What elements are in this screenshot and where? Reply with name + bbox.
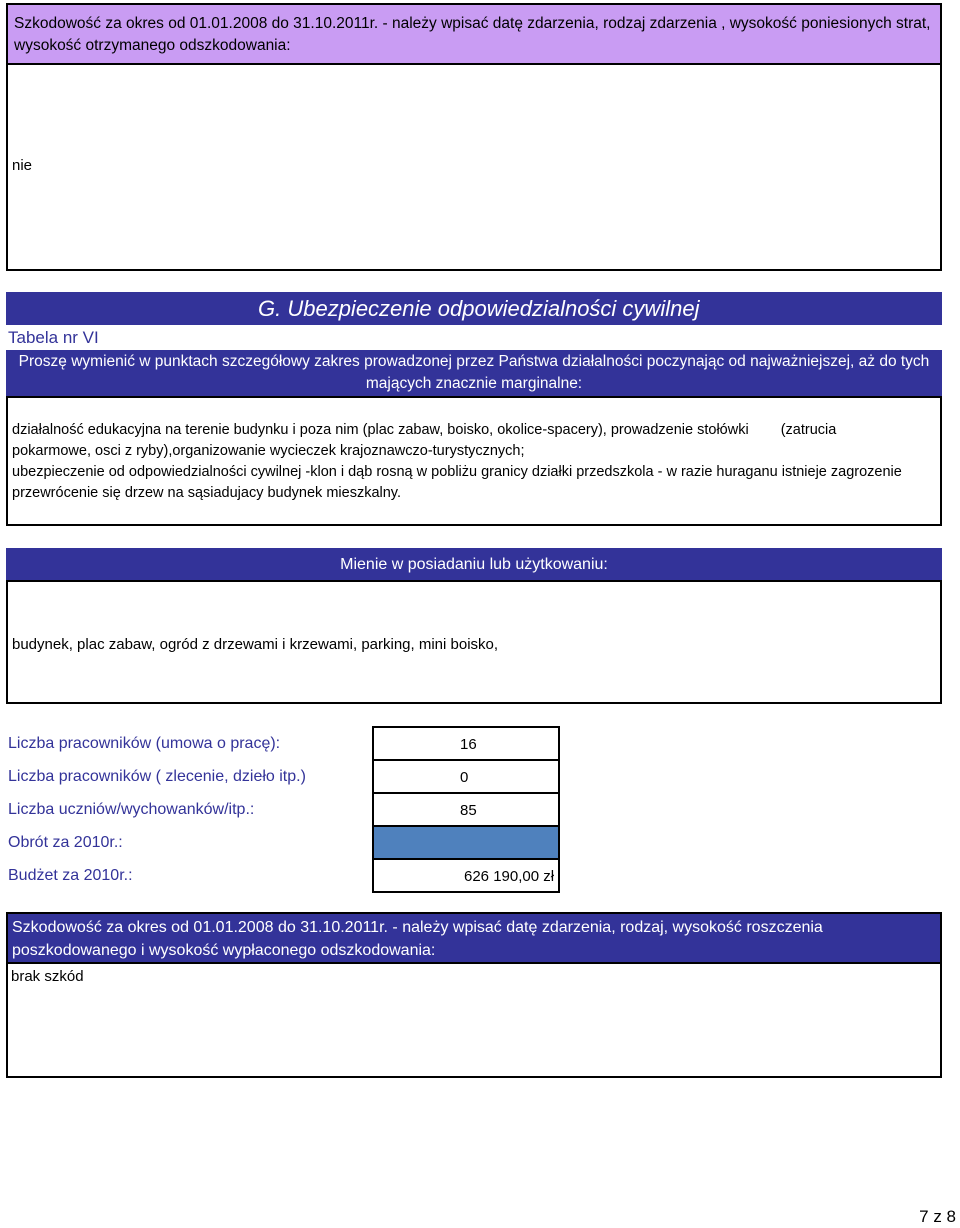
- activities-instruction: Proszę wymienić w punktach szczegółowy zakres prowadzonej przez Państwa działalności poczynając od najważniejszej, aż do tych mających znacznie marginalne:: [6, 350, 942, 398]
- employees-contract-value[interactable]: 16: [372, 726, 560, 761]
- activities-text-4: przewrócenie się drzew na sąsiadujacy budynek mieszkalny.: [12, 485, 402, 501]
- activities-text-1a: działalność edukacyjna na terenie budynku i poza nim (plac zabaw, boisko, okolice-spacery), prowadzenie stołówki: [12, 422, 749, 438]
- activities-field[interactable]: [6, 396, 942, 526]
- employees-commission-label: Liczba pracowników ( zlecenie, dzieło itp.): [8, 768, 306, 785]
- turnover-value[interactable]: [372, 825, 560, 860]
- damage-history-header: Szkodowość za okres od 01.01.2008 do 31.10.2011r. - należy wpisać datę zdarzenia, rodzaj zdarzenia , wysokość poniesionych strat, wysokość otrzymanego odszkodowania:: [6, 3, 942, 65]
- employees-commission-value[interactable]: 0: [372, 759, 560, 794]
- budget-value[interactable]: 626 190,00 zł: [372, 858, 560, 893]
- property-header: Mienie w posiadaniu lub użytkowaniu:: [6, 548, 942, 582]
- property-value[interactable]: budynek, plac zabaw, ogród z drzewami i krzewami, parking, mini boisko,: [6, 580, 942, 704]
- activities-text-3: ubezpieczenie od odpowiedzialności cywilnej -klon i dąb rosną w pobliżu granicy działki przedszkola - w razie huraganu istnieje zagrozenie: [12, 464, 902, 480]
- table-label: Tabela nr VI: [8, 328, 99, 347]
- liability-history-value[interactable]: brak szkód: [6, 962, 942, 1078]
- activities-text-2: pokarmowe, osci z ryby),organizowanie wycieczek krajoznawczo-turystycznych;: [12, 443, 525, 459]
- employees-contract-label: Liczba pracowników (umowa o pracę):: [8, 735, 281, 752]
- section-g-title: G. Ubezpieczenie odpowiedzialności cywilnej: [6, 292, 942, 325]
- damage-history-value[interactable]: nie: [6, 63, 942, 271]
- students-value[interactable]: 85: [372, 792, 560, 827]
- liability-history-header: Szkodowość za okres od 01.01.2008 do 31.10.2011r. - należy wpisać datę zdarzenia, rodzaj, wysokość roszczenia poszkodowanego i wysokość wypłaconego odszkodowania:: [6, 912, 942, 964]
- page-number: 7 z 8: [919, 1207, 956, 1226]
- turnover-label: Obrót za 2010r.:: [8, 834, 123, 851]
- budget-label: Budżet za 2010r.:: [8, 867, 133, 884]
- activities-text-1b: (zatrucia: [780, 422, 837, 438]
- students-label: Liczba uczniów/wychowanków/itp.:: [8, 801, 255, 818]
